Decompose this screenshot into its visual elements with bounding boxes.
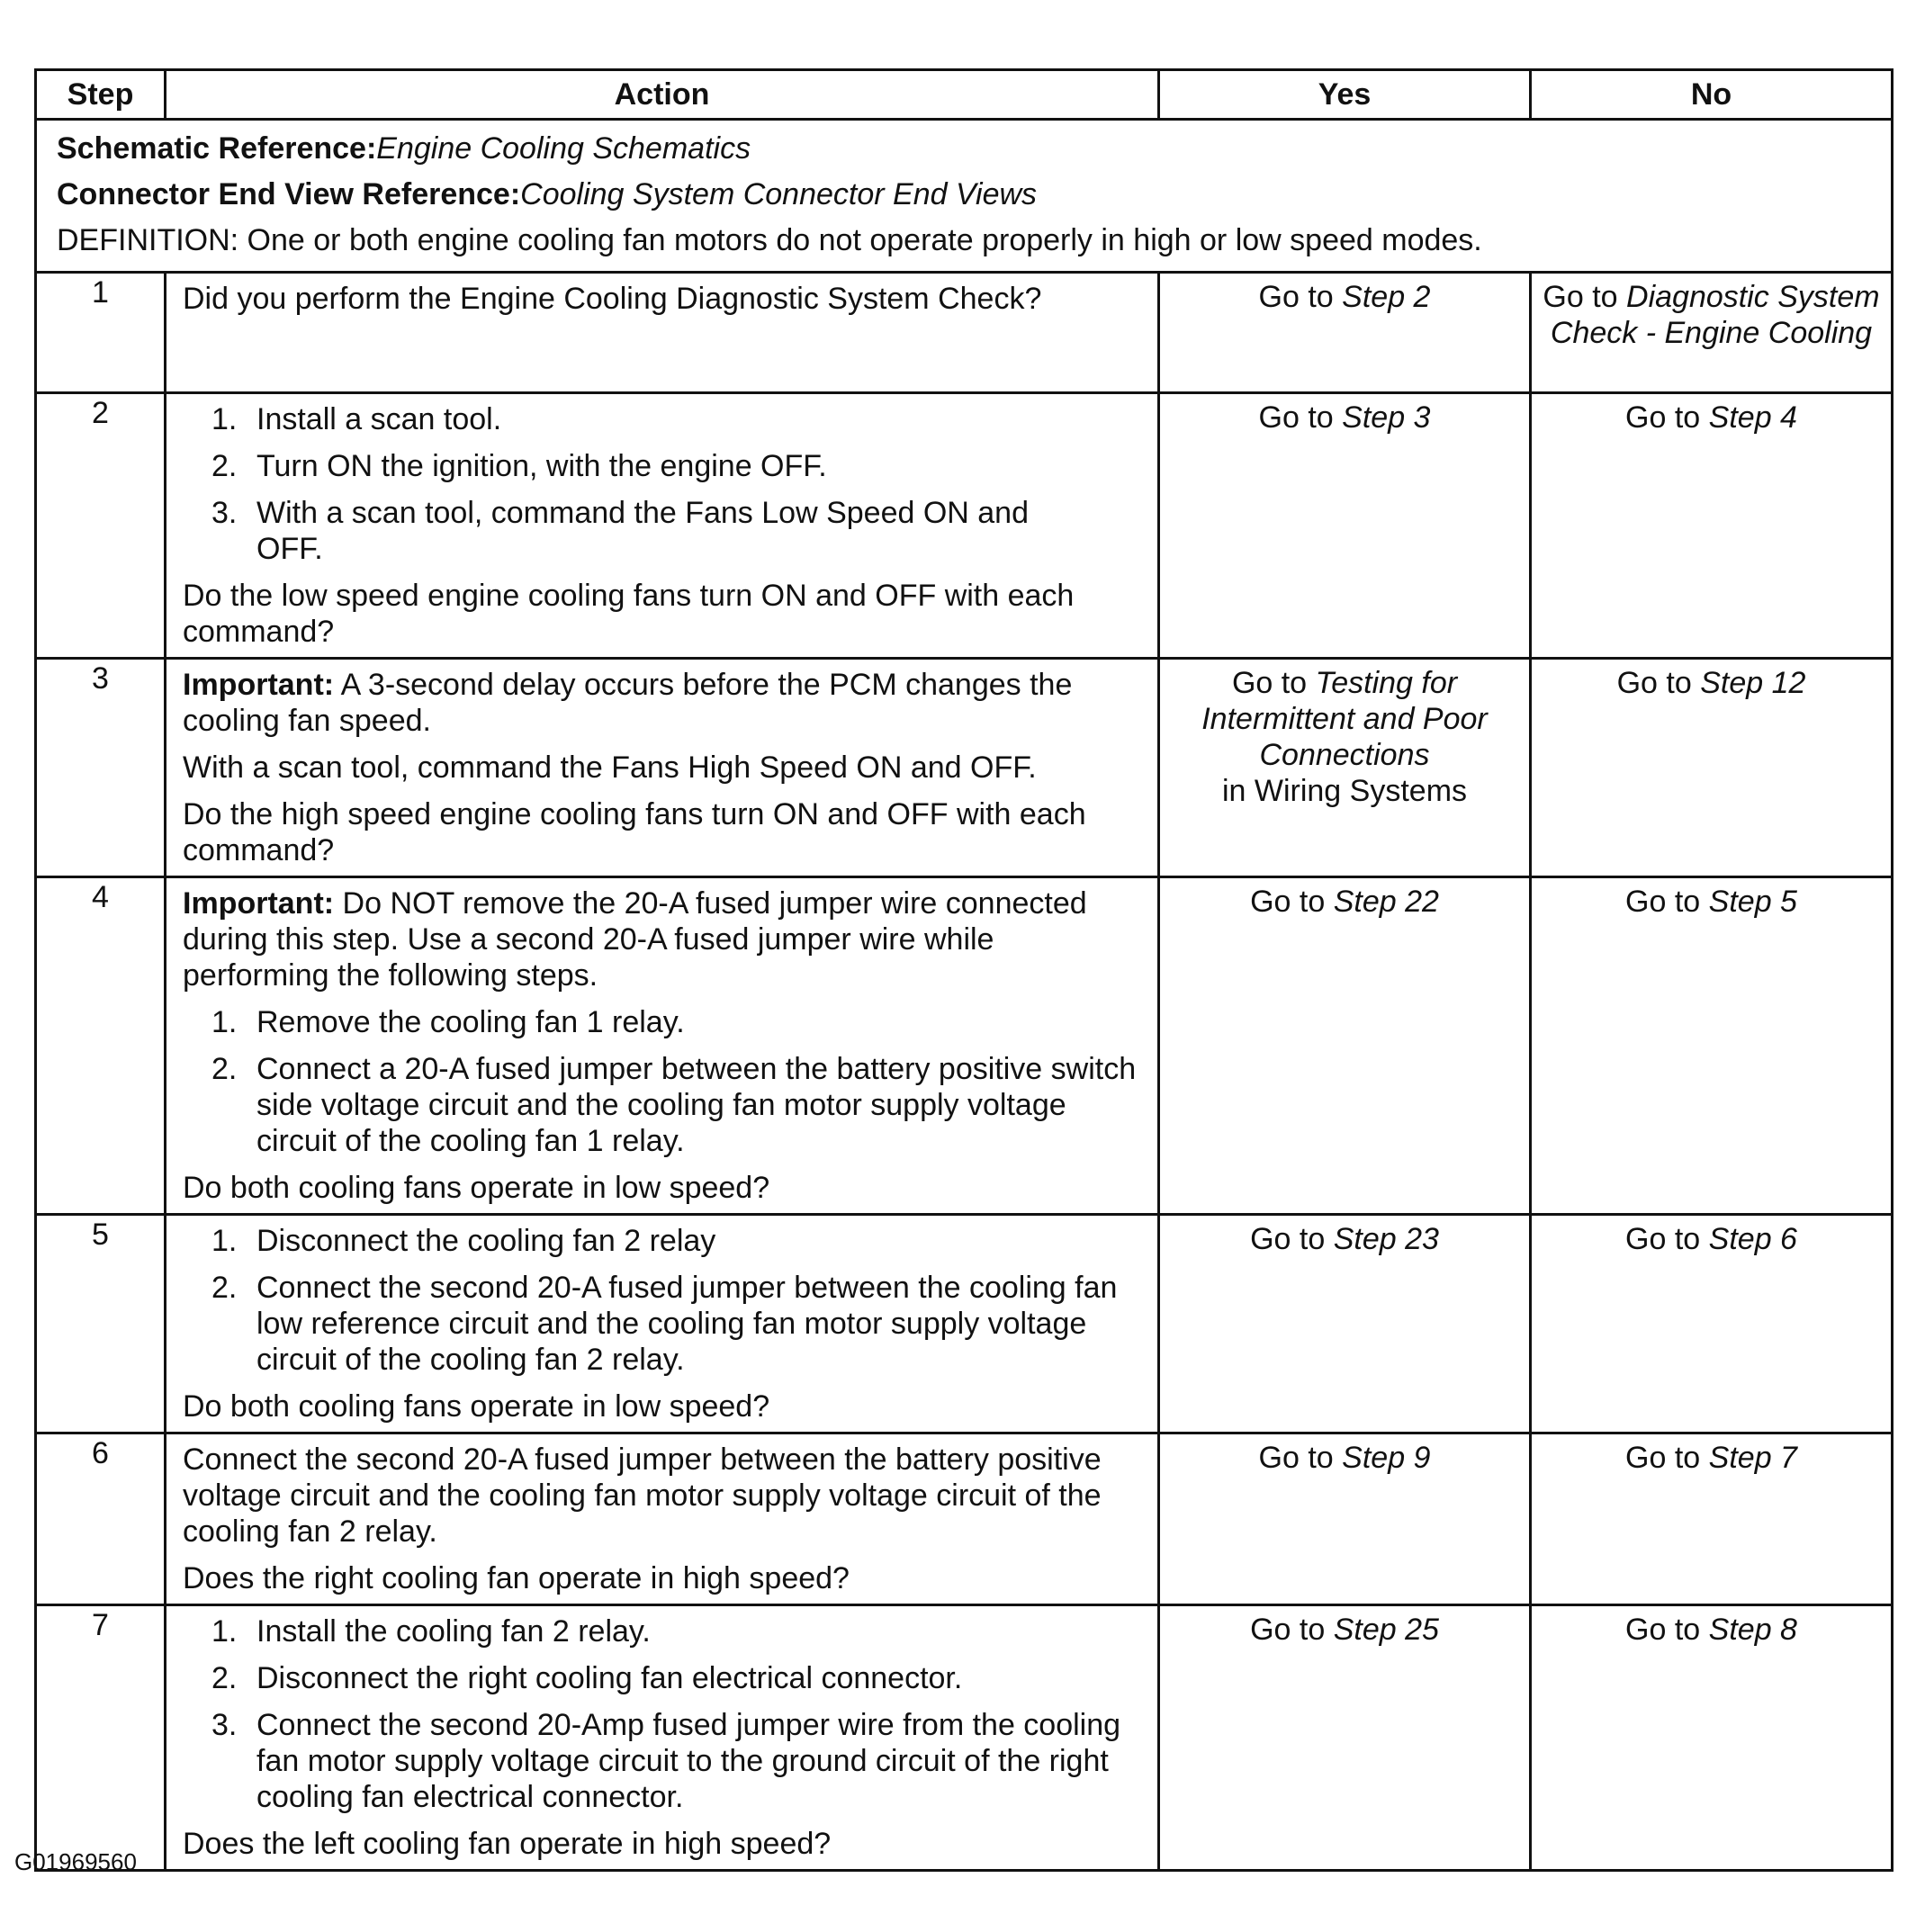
no-prefix: Go to [1625, 1441, 1701, 1475]
step-row-2 [36, 393, 1893, 659]
reference-row [36, 120, 1893, 273]
yes-prefix: Go to [1258, 400, 1334, 435]
list-item: 3. With a scan tool, command the Fans Low Speed ON and OFF. [211, 496, 1030, 566]
list-item: 2. Disconnect the right cooling fan electrical connector. [211, 1661, 963, 1695]
no-prefix: Go to [1625, 1613, 1701, 1647]
no-link[interactable]: Step 6 [1708, 1222, 1797, 1256]
important-text: A 3-second delay occurs before the PCM changes the cooling fan speed. [183, 668, 1073, 738]
list-item: 1. Install a scan tool. [211, 402, 502, 436]
no-cell [1531, 273, 1893, 393]
header-step: Step [36, 70, 166, 120]
important-label: Important: [183, 886, 335, 921]
action-list [183, 1613, 1143, 1815]
schematic-reference-link[interactable]: Engine Cooling Schematics [376, 131, 751, 166]
header-action: Action [166, 70, 1159, 120]
no-cell [1531, 1433, 1893, 1605]
list-item-text: Install the cooling fan 2 relay. [256, 1614, 651, 1649]
diagnostic-document [34, 68, 1891, 1872]
action-question: Do the high speed engine cooling fans turn ON and OFF with each command? [183, 797, 1086, 867]
step-row-5 [36, 1215, 1893, 1433]
list-item: 2. Connect the second 20-A fused jumper between the cooling fan low reference circuit and the cooling fan motor supply voltage circuit of the cooling fan 2 relay. [211, 1271, 1118, 1377]
action-question: Do both cooling fans operate in low speed? [183, 1389, 770, 1424]
yes-cell [1159, 1605, 1531, 1871]
no-cell [1531, 393, 1893, 659]
yes-link[interactable]: Testing for Intermittent and Poor Connections [1201, 666, 1488, 772]
no-prefix: Go to [1625, 400, 1701, 435]
list-item-text: Install a scan tool. [256, 402, 502, 436]
list-item-text: Disconnect the cooling fan 2 relay [256, 1224, 716, 1258]
reference-cell [36, 120, 1893, 273]
yes-link[interactable]: Step 3 [1342, 400, 1431, 435]
list-item-text: Connect the second 20-Amp fused jumper wire from the cooling fan motor supply voltage circuit to the ground circuit of the right cooling fan electrical connector. [256, 1708, 1121, 1814]
action-list [183, 1004, 1143, 1159]
schematic-reference-label: Schematic Reference: [57, 131, 377, 166]
connector-reference-link[interactable]: Cooling System Connector End Views [520, 177, 1038, 211]
yes-cell [1159, 1433, 1531, 1605]
schematic-reference [57, 126, 1871, 172]
figure-id: G01969560 [14, 1848, 137, 1875]
definition-text: DEFINITION: One or both engine cooling fan motors do not operate properly in high or low speed modes. [57, 223, 1482, 257]
list-item: 1. Install the cooling fan 2 relay. [211, 1614, 651, 1649]
list-item: 3. Connect the second 20-Amp fused jumper wire from the cooling fan motor supply voltage circuit to the ground circuit of the right cooling fan electrical connector. [211, 1708, 1121, 1814]
yes-link[interactable]: Step 25 [1333, 1613, 1439, 1647]
list-item-text: Turn ON the ignition, with the engine OFF. [256, 449, 827, 483]
step-row-6 [36, 1433, 1893, 1605]
no-link[interactable]: Step 4 [1708, 400, 1797, 435]
yes-cell [1159, 273, 1531, 393]
action-question: Do both cooling fans operate in low speed? [183, 1171, 770, 1205]
action-cell [166, 1215, 1159, 1433]
diagnostic-table [34, 68, 1894, 1872]
yes-prefix: Go to [1258, 1441, 1334, 1475]
header-row [36, 70, 1893, 120]
no-prefix: Go to [1616, 666, 1692, 700]
yes-prefix: Go to [1231, 666, 1308, 700]
action-instruction: Connect the second 20-A fused jumper between the battery positive voltage circuit and the cooling fan motor supply voltage circuit of the cooling fan 2 relay. [183, 1442, 1102, 1549]
action-question: Do the low speed engine cooling fans turn ON and OFF with each command? [183, 579, 1075, 649]
important-text: Do NOT remove the 20-A fused jumper wire connected during this step. Use a second 20-A fused jumper wire while performing the following steps. [183, 886, 1087, 993]
connector-reference [57, 172, 1871, 218]
action-cell [166, 1433, 1159, 1605]
yes-cell [1159, 659, 1531, 877]
action-question: Did you perform the Engine Cooling Diagnostic System Check? [183, 282, 1042, 316]
yes-link[interactable]: Step 2 [1342, 280, 1431, 314]
no-cell [1531, 659, 1893, 877]
yes-cell [1159, 1215, 1531, 1433]
action-cell [166, 659, 1159, 877]
action-cell [166, 877, 1159, 1215]
no-prefix: Go to [1625, 1222, 1701, 1256]
action-list [183, 1223, 1143, 1378]
no-link[interactable]: Step 7 [1708, 1441, 1797, 1475]
action-cell [166, 393, 1159, 659]
step-row-1 [36, 273, 1893, 393]
yes-link[interactable]: Step 9 [1342, 1441, 1431, 1475]
step-row-4 [36, 877, 1893, 1215]
no-prefix: Go to [1625, 885, 1701, 919]
step-row-7 [36, 1605, 1893, 1871]
step-number: 3 [36, 659, 166, 877]
yes-cell [1159, 877, 1531, 1215]
no-cell [1531, 877, 1893, 1215]
yes-prefix: Go to [1250, 885, 1326, 919]
no-link[interactable]: Step 12 [1700, 666, 1806, 700]
header-yes: Yes [1159, 70, 1531, 120]
list-item-text: Connect the second 20-A fused jumper between the cooling fan low reference circuit and the cooling fan motor supply voltage circuit of the cooling fan 2 relay. [256, 1271, 1118, 1377]
important-note [183, 885, 1143, 993]
action-cell [166, 1605, 1159, 1871]
list-item: 1. Disconnect the cooling fan 2 relay [211, 1224, 716, 1258]
list-item-text: With a scan tool, command the Fans Low Speed ON and OFF. [256, 496, 1030, 566]
no-link[interactable]: Step 8 [1708, 1613, 1797, 1647]
step-number: 2 [36, 393, 166, 659]
step-number: 6 [36, 1433, 166, 1605]
action-question: Does the left cooling fan operate in high speed? [183, 1827, 832, 1861]
action-cell [166, 273, 1159, 393]
no-prefix: Go to [1543, 280, 1618, 314]
list-item-text: Remove the cooling fan 1 relay. [256, 1005, 685, 1039]
yes-link[interactable]: Step 23 [1333, 1222, 1439, 1256]
important-label: Important: [183, 668, 335, 702]
yes-prefix: Go to [1258, 280, 1334, 314]
list-item-text: Connect a 20-A fused jumper between the battery positive switch side voltage circuit and the cooling fan motor supply voltage circuit of the cooling fan 1 relay. [256, 1052, 1137, 1158]
list-item: 2. Turn ON the ignition, with the engine OFF. [211, 449, 827, 483]
action-question: Does the right cooling fan operate in high speed? [183, 1561, 850, 1595]
important-note [183, 667, 1143, 739]
step-row-3 [36, 659, 1893, 877]
yes-prefix: Go to [1250, 1613, 1326, 1647]
action-instruction: With a scan tool, command the Fans High Speed ON and OFF. [183, 750, 1037, 785]
no-cell [1531, 1605, 1893, 1871]
yes-cell [1159, 393, 1531, 659]
yes-suffix: in Wiring Systems [1221, 774, 1468, 808]
step-number: 4 [36, 877, 166, 1215]
step-number: 7 [36, 1605, 166, 1871]
action-list [183, 401, 1143, 567]
list-item: 2. Connect a 20-A fused jumper between the battery positive switch side voltage circuit and the cooling fan motor supply voltage circuit of the cooling fan 1 relay. [211, 1052, 1137, 1158]
step-number: 1 [36, 273, 166, 393]
step-number: 5 [36, 1215, 166, 1433]
yes-prefix: Go to [1250, 1222, 1326, 1256]
header-no: No [1531, 70, 1893, 120]
list-item-text: Disconnect the right cooling fan electrical connector. [256, 1661, 963, 1695]
yes-link[interactable]: Step 22 [1333, 885, 1439, 919]
no-link[interactable]: Step 5 [1708, 885, 1797, 919]
connector-reference-label: Connector End View Reference: [57, 177, 521, 211]
no-link[interactable]: Diagnostic System Check - Engine Cooling [1550, 280, 1880, 350]
no-cell [1531, 1215, 1893, 1433]
list-item: 1. Remove the cooling fan 1 relay. [211, 1005, 685, 1039]
